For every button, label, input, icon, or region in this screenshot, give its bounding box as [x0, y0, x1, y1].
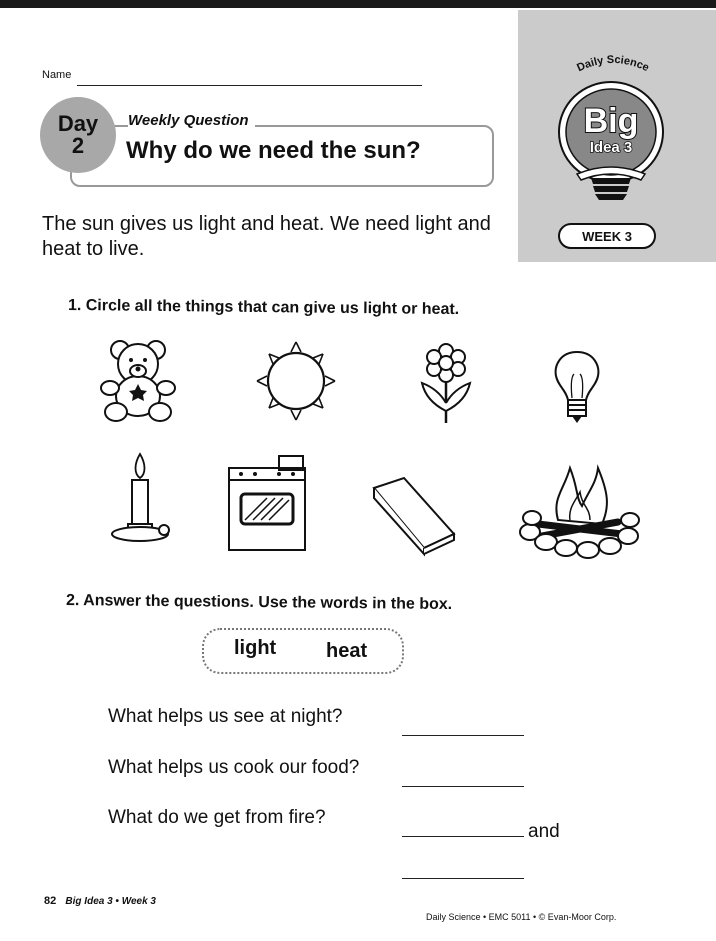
name-field[interactable] — [77, 85, 422, 86]
unit-label: Big Idea 3 • Week 3 — [65, 896, 156, 907]
weekly-question-label: Weekly Question — [128, 112, 255, 129]
sun-icon[interactable] — [253, 338, 339, 424]
campfire-icon[interactable] — [518, 462, 644, 560]
question-text: What do we get from fire? — [108, 807, 326, 828]
answer-blank[interactable] — [402, 836, 524, 837]
badge-idea-text: Idea 3 — [589, 139, 633, 156]
book-icon[interactable] — [370, 476, 458, 554]
page-footer-left — [44, 895, 156, 907]
weekly-question-title: Why do we need the sun? — [126, 137, 421, 164]
word-box-light: light — [234, 637, 277, 659]
flower-icon[interactable] — [418, 343, 474, 425]
answer-blank[interactable] — [402, 786, 524, 787]
answer-blank[interactable] — [402, 735, 524, 736]
word-box-heat: heat — [326, 640, 368, 662]
question-2-prompt: 2. Answer the questions. Use the words in the box. — [65, 592, 453, 614]
teddy-bear-icon[interactable] — [98, 338, 178, 428]
day-label: Day — [57, 111, 99, 136]
candle-icon[interactable] — [108, 452, 170, 542]
day-number: 2 — [71, 133, 85, 158]
badge-big-text: Big — [583, 102, 639, 140]
intro-text: The sun gives us light and heat. We need light and heat to live. — [42, 213, 491, 260]
big-idea-badge — [555, 52, 675, 262]
question-1-prompt: 1. Circle all the things that can give us light or heat. — [67, 297, 460, 319]
badge-week-text: WEEK 3 — [582, 229, 632, 244]
and-label: and — [528, 821, 560, 842]
badge-series-text: Daily Science — [575, 53, 651, 75]
top-border — [0, 0, 716, 8]
name-label: Name — [42, 69, 72, 81]
question-text: What helps us see at night? — [108, 706, 343, 727]
credit-line: Daily Science • EMC 5011 • © Evan-Moor Corp. — [426, 912, 617, 922]
page-number: 82 — [44, 895, 57, 907]
light-bulb-icon[interactable] — [552, 348, 602, 426]
word-box — [202, 628, 404, 674]
answer-blank[interactable] — [402, 878, 524, 879]
day-circle — [40, 97, 116, 173]
stove-icon[interactable] — [227, 454, 307, 552]
question-text: What helps us cook our food? — [108, 757, 360, 778]
